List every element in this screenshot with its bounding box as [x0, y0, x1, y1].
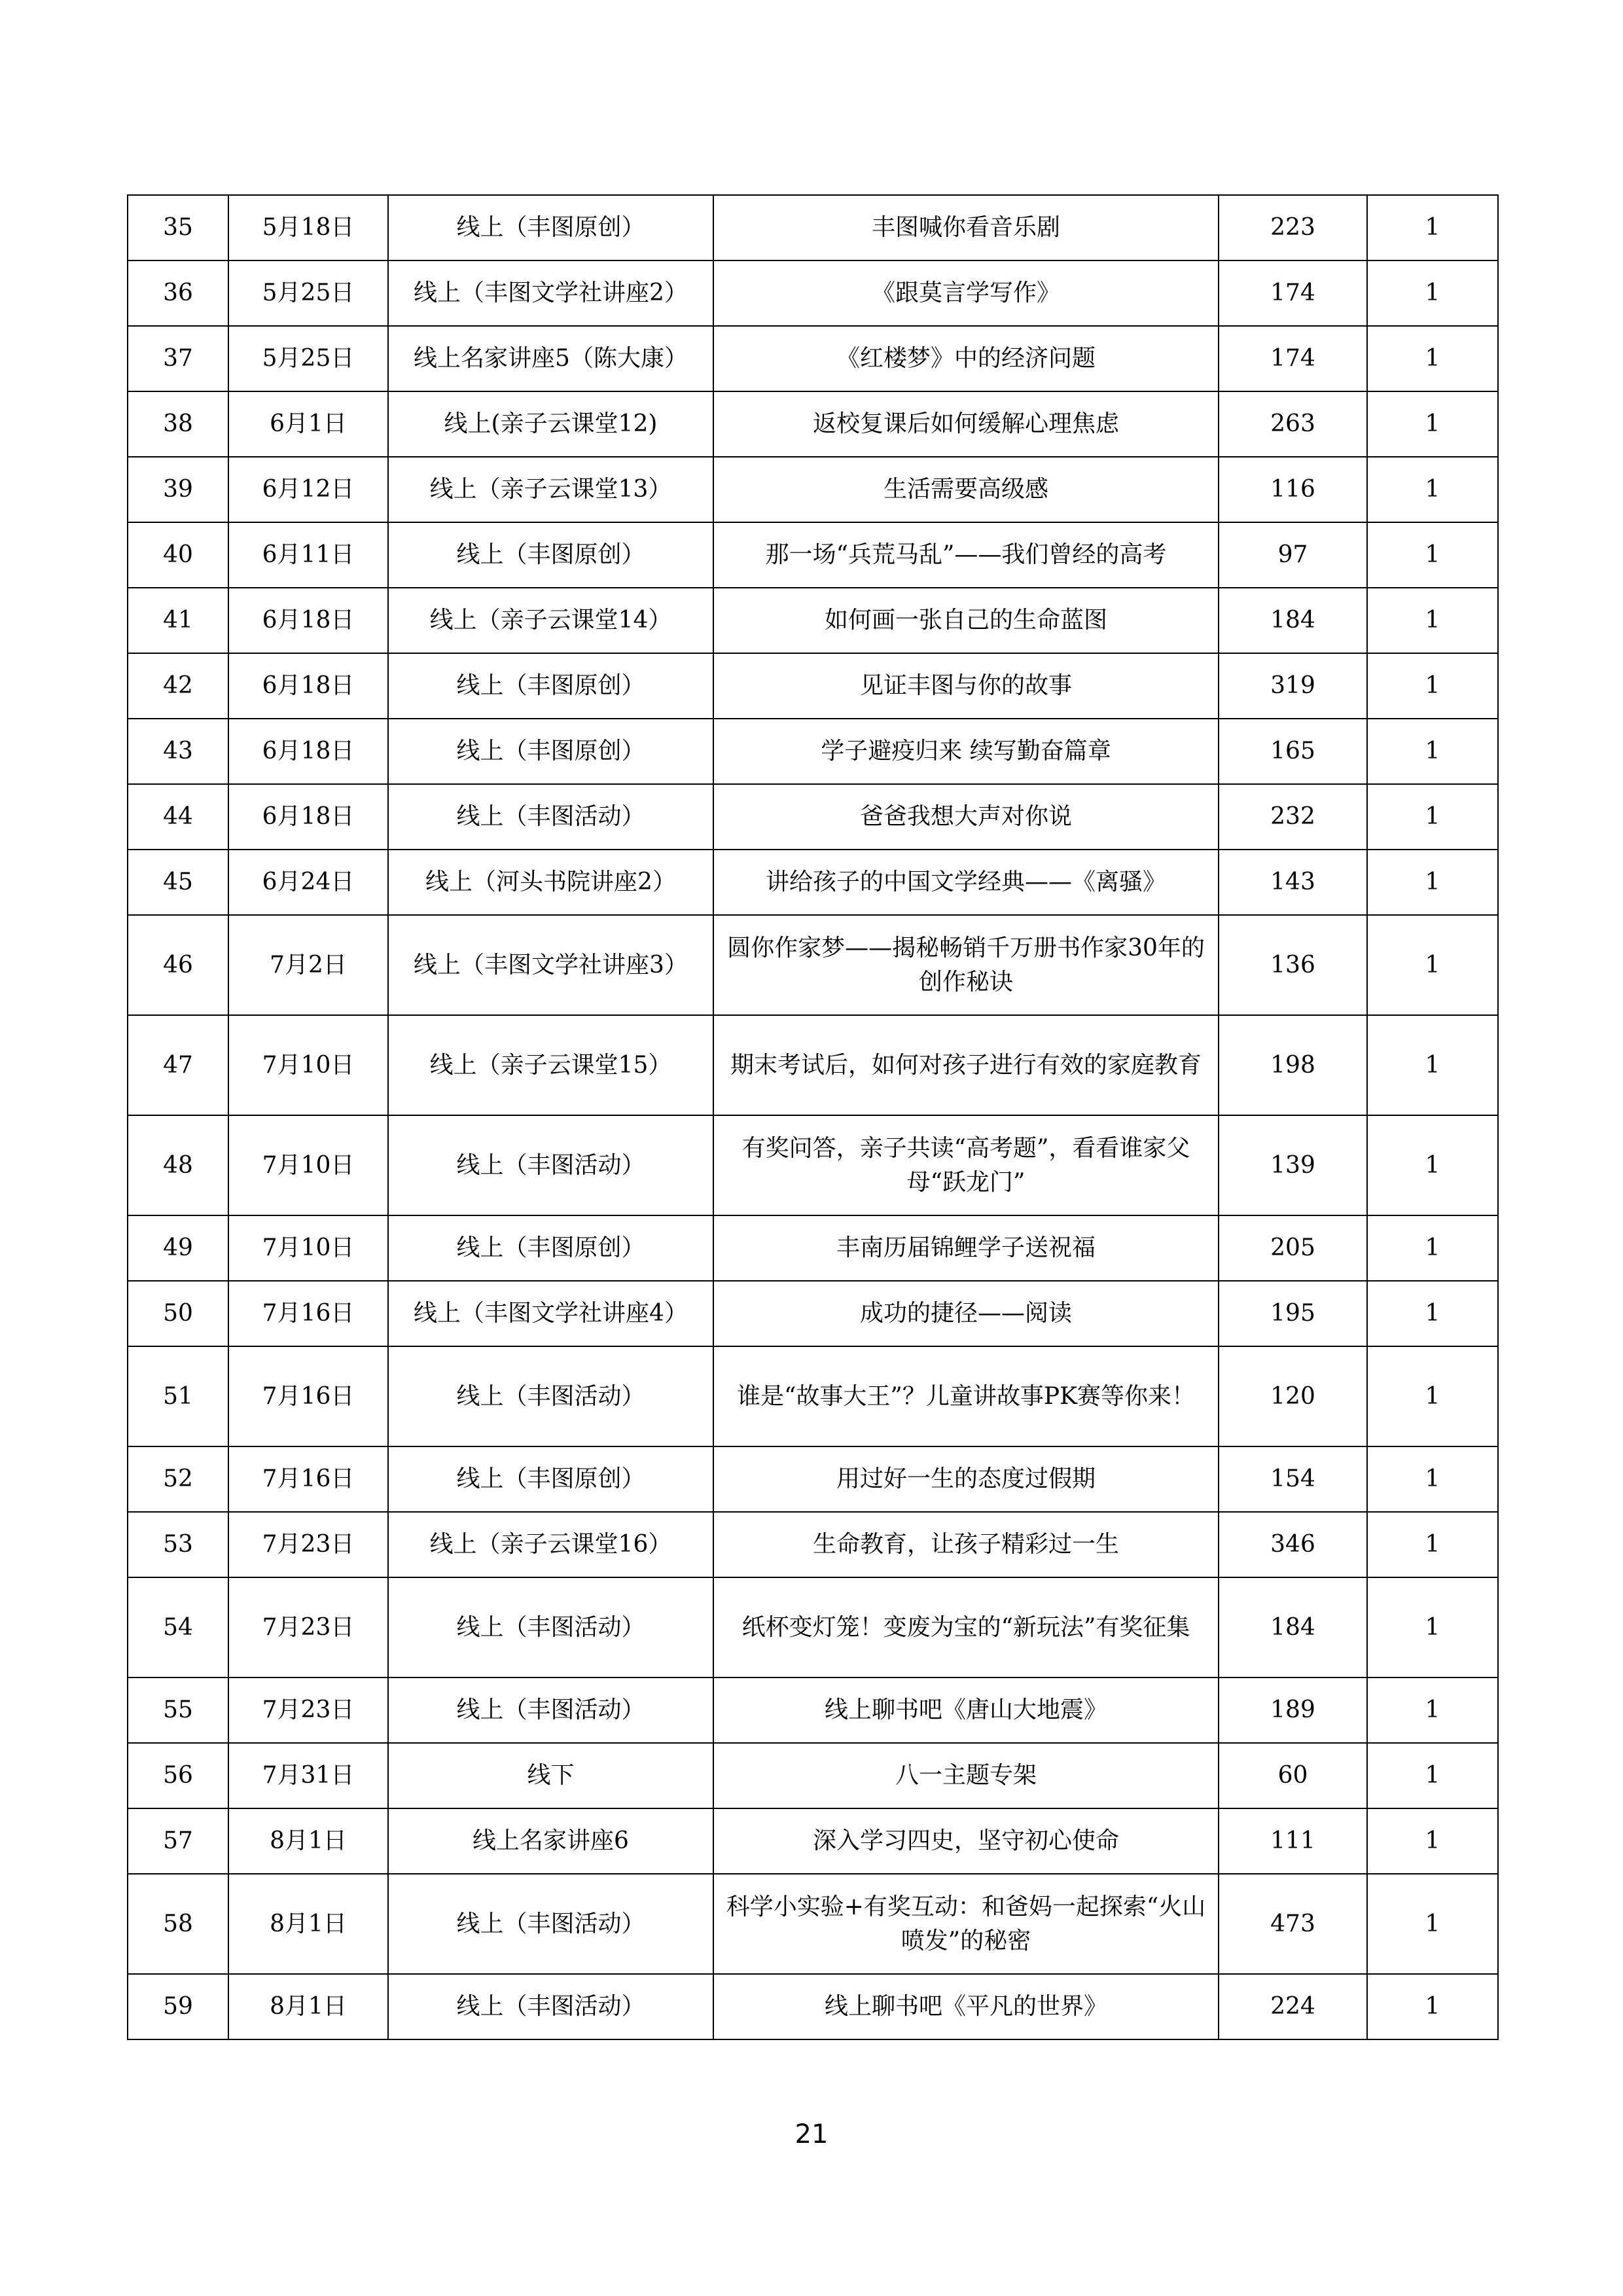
session-count-cell: 1 — [1367, 915, 1498, 1015]
activity-table — [127, 194, 1499, 2040]
event-format-cell: 线上（丰图活动） — [388, 1874, 713, 1974]
session-count-cell: 1 — [1367, 588, 1498, 653]
event-format-cell: 线上（丰图活动） — [388, 1677, 713, 1743]
event-topic-cell: 线上聊书吧《平凡的世界》 — [713, 1974, 1219, 2039]
row-number-cell: 49 — [128, 1215, 228, 1281]
event-date-cell: 5月25日 — [228, 260, 388, 326]
session-count-cell: 1 — [1367, 1808, 1498, 1874]
event-date-cell: 8月1日 — [228, 1808, 388, 1874]
session-count-cell: 1 — [1367, 1281, 1498, 1346]
event-topic-cell: 期末考试后，如何对孩子进行有效的家庭教育 — [713, 1015, 1219, 1115]
event-format-cell: 线上（亲子云课堂15） — [388, 1015, 713, 1115]
event-topic-cell: 线上聊书吧《唐山大地震》 — [713, 1677, 1219, 1743]
session-count-cell: 1 — [1367, 326, 1498, 391]
row-number-cell: 42 — [128, 653, 228, 719]
event-topic-cell: 学子避疫归来 续写勤奋篇章 — [713, 719, 1219, 784]
participant-count-cell: 139 — [1219, 1115, 1367, 1215]
table-row — [128, 653, 1498, 719]
session-count-cell: 1 — [1367, 1215, 1498, 1281]
row-number-cell: 52 — [128, 1446, 228, 1512]
participant-count-cell: 195 — [1219, 1281, 1367, 1346]
event-date-cell: 7月23日 — [228, 1512, 388, 1577]
participant-count-cell: 263 — [1219, 391, 1367, 457]
event-topic-cell: 生命教育，让孩子精彩过一生 — [713, 1512, 1219, 1577]
event-format-cell: 线上（丰图文学社讲座4） — [388, 1281, 713, 1346]
event-topic-cell: 有奖问答，亲子共读“高考题”，看看谁家父母“跃龙门” — [713, 1115, 1219, 1215]
row-number-cell: 51 — [128, 1346, 228, 1446]
row-number-cell: 50 — [128, 1281, 228, 1346]
event-topic-cell: 见证丰图与你的故事 — [713, 653, 1219, 719]
participant-count-cell: 174 — [1219, 260, 1367, 326]
session-count-cell: 1 — [1367, 719, 1498, 784]
session-count-cell: 1 — [1367, 1512, 1498, 1577]
table-row — [128, 1346, 1498, 1446]
row-number-cell: 48 — [128, 1115, 228, 1215]
session-count-cell: 1 — [1367, 195, 1498, 260]
table-row — [128, 391, 1498, 457]
participant-count-cell: 174 — [1219, 326, 1367, 391]
table-row — [128, 784, 1498, 850]
event-topic-cell: 丰南历届锦鲤学子送祝福 — [713, 1215, 1219, 1281]
table-row — [128, 1743, 1498, 1808]
row-number-cell: 35 — [128, 195, 228, 260]
event-format-cell: 线上（亲子云课堂14） — [388, 588, 713, 653]
session-count-cell: 1 — [1367, 1743, 1498, 1808]
session-count-cell: 1 — [1367, 1677, 1498, 1743]
session-count-cell: 1 — [1367, 457, 1498, 522]
session-count-cell: 1 — [1367, 653, 1498, 719]
event-topic-cell: 爸爸我想大声对你说 — [713, 784, 1219, 850]
table-row — [128, 1115, 1498, 1215]
event-topic-cell: 谁是“故事大王”？儿童讲故事PK赛等你来！ — [713, 1346, 1219, 1446]
table-row — [128, 1677, 1498, 1743]
participant-count-cell: 111 — [1219, 1808, 1367, 1874]
table-row — [128, 1512, 1498, 1577]
event-format-cell: 线上名家讲座5（陈大康） — [388, 326, 713, 391]
row-number-cell: 59 — [128, 1974, 228, 2039]
row-number-cell: 46 — [128, 915, 228, 1015]
event-date-cell: 6月11日 — [228, 522, 388, 588]
session-count-cell: 1 — [1367, 391, 1498, 457]
table-row — [128, 1015, 1498, 1115]
event-format-cell: 线上（丰图原创） — [388, 719, 713, 784]
participant-count-cell: 116 — [1219, 457, 1367, 522]
table-row — [128, 1446, 1498, 1512]
event-format-cell: 线上（丰图活动） — [388, 1974, 713, 2039]
participant-count-cell: 205 — [1219, 1215, 1367, 1281]
event-format-cell: 线上(亲子云课堂12) — [388, 391, 713, 457]
row-number-cell: 36 — [128, 260, 228, 326]
session-count-cell: 1 — [1367, 1577, 1498, 1677]
event-date-cell: 6月24日 — [228, 850, 388, 915]
session-count-cell: 1 — [1367, 1974, 1498, 2039]
event-format-cell: 线上（丰图活动） — [388, 1115, 713, 1215]
event-date-cell: 7月2日 — [228, 915, 388, 1015]
participant-count-cell: 165 — [1219, 719, 1367, 784]
table-row — [128, 1215, 1498, 1281]
event-topic-cell: 科学小实验+有奖互动：和爸妈一起探索“火山喷发”的秘密 — [713, 1874, 1219, 1974]
row-number-cell: 56 — [128, 1743, 228, 1808]
event-format-cell: 线上（丰图原创） — [388, 1446, 713, 1512]
row-number-cell: 41 — [128, 588, 228, 653]
row-number-cell: 58 — [128, 1874, 228, 1974]
event-date-cell: 6月18日 — [228, 719, 388, 784]
event-topic-cell: 用过好一生的态度过假期 — [713, 1446, 1219, 1512]
event-date-cell: 6月12日 — [228, 457, 388, 522]
participant-count-cell: 198 — [1219, 1015, 1367, 1115]
event-topic-cell: 成功的捷径——阅读 — [713, 1281, 1219, 1346]
table-row — [128, 719, 1498, 784]
participant-count-cell: 473 — [1219, 1874, 1367, 1974]
event-format-cell: 线上（丰图原创） — [388, 195, 713, 260]
participant-count-cell: 224 — [1219, 1974, 1367, 2039]
table-row — [128, 457, 1498, 522]
row-number-cell: 43 — [128, 719, 228, 784]
row-number-cell: 37 — [128, 326, 228, 391]
participant-count-cell: 120 — [1219, 1346, 1367, 1446]
event-date-cell: 6月18日 — [228, 653, 388, 719]
participant-count-cell: 60 — [1219, 1743, 1367, 1808]
participant-count-cell: 184 — [1219, 1577, 1367, 1677]
row-number-cell: 57 — [128, 1808, 228, 1874]
row-number-cell: 39 — [128, 457, 228, 522]
event-date-cell: 5月25日 — [228, 326, 388, 391]
event-format-cell: 线上名家讲座6 — [388, 1808, 713, 1874]
participant-count-cell: 154 — [1219, 1446, 1367, 1512]
event-date-cell: 6月18日 — [228, 784, 388, 850]
row-number-cell: 45 — [128, 850, 228, 915]
event-date-cell: 6月18日 — [228, 588, 388, 653]
table-row — [128, 1808, 1498, 1874]
participant-count-cell: 143 — [1219, 850, 1367, 915]
table-row — [128, 1281, 1498, 1346]
event-format-cell: 线上（丰图活动） — [388, 784, 713, 850]
participant-count-cell: 189 — [1219, 1677, 1367, 1743]
row-number-cell: 54 — [128, 1577, 228, 1677]
participant-count-cell: 223 — [1219, 195, 1367, 260]
event-format-cell: 线上（河头书院讲座2） — [388, 850, 713, 915]
row-number-cell: 40 — [128, 522, 228, 588]
participant-count-cell: 232 — [1219, 784, 1367, 850]
table-row — [128, 1874, 1498, 1974]
table-row — [128, 1974, 1498, 2039]
event-format-cell: 线上（丰图原创） — [388, 1215, 713, 1281]
event-format-cell: 线上（丰图活动） — [388, 1577, 713, 1677]
event-date-cell: 7月10日 — [228, 1215, 388, 1281]
event-topic-cell: 八一主题专架 — [713, 1743, 1219, 1808]
event-format-cell: 线上（亲子云课堂16） — [388, 1512, 713, 1577]
event-topic-cell: 丰图喊你看音乐剧 — [713, 195, 1219, 260]
participant-count-cell: 319 — [1219, 653, 1367, 719]
table-row — [128, 850, 1498, 915]
event-date-cell: 7月23日 — [228, 1577, 388, 1677]
event-date-cell: 7月31日 — [228, 1743, 388, 1808]
event-topic-cell: 返校复课后如何缓解心理焦虑 — [713, 391, 1219, 457]
participant-count-cell: 136 — [1219, 915, 1367, 1015]
event-date-cell: 8月1日 — [228, 1874, 388, 1974]
row-number-cell: 55 — [128, 1677, 228, 1743]
table-row — [128, 326, 1498, 391]
event-topic-cell: 圆你作家梦——揭秘畅销千万册书作家30年的创作秘诀 — [713, 915, 1219, 1015]
event-date-cell: 5月18日 — [228, 195, 388, 260]
table-row — [128, 522, 1498, 588]
session-count-cell: 1 — [1367, 1874, 1498, 1974]
event-format-cell: 线上（亲子云课堂13） — [388, 457, 713, 522]
participant-count-cell: 346 — [1219, 1512, 1367, 1577]
event-date-cell: 7月10日 — [228, 1115, 388, 1215]
participant-count-cell: 184 — [1219, 588, 1367, 653]
table-row — [128, 915, 1498, 1015]
event-date-cell: 7月16日 — [228, 1281, 388, 1346]
event-format-cell: 线上（丰图活动） — [388, 1346, 713, 1446]
event-topic-cell: 如何画一张自己的生命蓝图 — [713, 588, 1219, 653]
event-format-cell: 线上（丰图文学社讲座3） — [388, 915, 713, 1015]
event-date-cell: 8月1日 — [228, 1974, 388, 2039]
session-count-cell: 1 — [1367, 784, 1498, 850]
event-topic-cell: 纸杯变灯笼！变废为宝的“新玩法”有奖征集 — [713, 1577, 1219, 1677]
session-count-cell: 1 — [1367, 1446, 1498, 1512]
event-topic-cell: 讲给孩子的中国文学经典——《离骚》 — [713, 850, 1219, 915]
row-number-cell: 44 — [128, 784, 228, 850]
event-topic-cell: 《跟莫言学写作》 — [713, 260, 1219, 326]
event-topic-cell: 深入学习四史，坚守初心使命 — [713, 1808, 1219, 1874]
event-date-cell: 7月23日 — [228, 1677, 388, 1743]
table-row — [128, 260, 1498, 326]
session-count-cell: 1 — [1367, 1115, 1498, 1215]
event-date-cell: 7月16日 — [228, 1446, 388, 1512]
row-number-cell: 38 — [128, 391, 228, 457]
row-number-cell: 53 — [128, 1512, 228, 1577]
table-row — [128, 195, 1498, 260]
event-format-cell: 线上（丰图文学社讲座2） — [388, 260, 713, 326]
session-count-cell: 1 — [1367, 260, 1498, 326]
event-topic-cell: 那一场“兵荒马乱”——我们曾经的高考 — [713, 522, 1219, 588]
activity-table-body — [128, 195, 1498, 2039]
session-count-cell: 1 — [1367, 850, 1498, 915]
event-date-cell: 7月16日 — [228, 1346, 388, 1446]
table-row — [128, 588, 1498, 653]
event-topic-cell: 生活需要高级感 — [713, 457, 1219, 522]
row-number-cell: 47 — [128, 1015, 228, 1115]
event-date-cell: 6月1日 — [228, 391, 388, 457]
event-format-cell: 线上（丰图原创） — [388, 522, 713, 588]
event-format-cell: 线下 — [388, 1743, 713, 1808]
event-format-cell: 线上（丰图原创） — [388, 653, 713, 719]
page-number: 21 — [794, 2119, 829, 2149]
session-count-cell: 1 — [1367, 522, 1498, 588]
session-count-cell: 1 — [1367, 1346, 1498, 1446]
event-date-cell: 7月10日 — [228, 1015, 388, 1115]
table-row — [128, 1577, 1498, 1677]
event-topic-cell: 《红楼梦》中的经济问题 — [713, 326, 1219, 391]
session-count-cell: 1 — [1367, 1015, 1498, 1115]
participant-count-cell: 97 — [1219, 522, 1367, 588]
